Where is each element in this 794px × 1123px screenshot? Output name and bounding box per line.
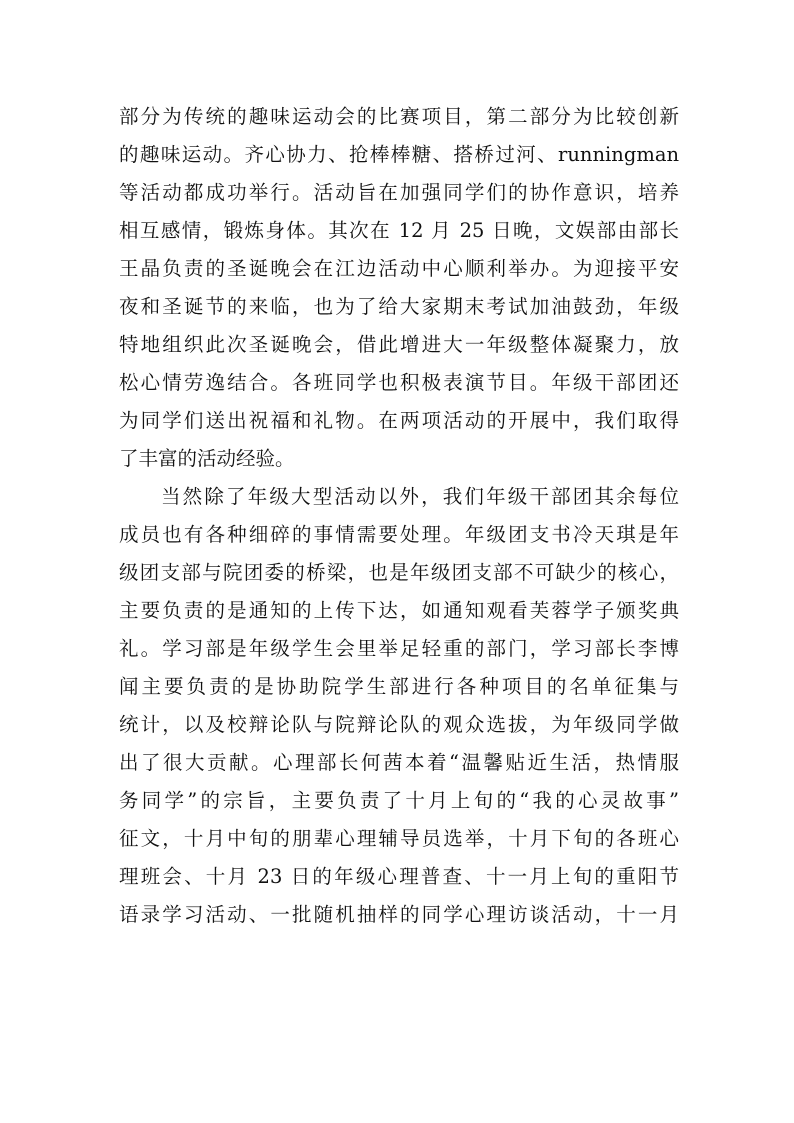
text-line: 理班会、十月 23 日的年级心理普查、十一月上旬的重阳节 — [119, 865, 679, 888]
text-line: 闻主要负责的是协助院学生部进行各种项目的名单征集与 — [119, 675, 679, 698]
paragraph-start-line: 当然除了年级大型活动以外，我们年级干部团其余每位 — [161, 485, 679, 508]
text-line: 征文，十月中旬的朋辈心理辅导员选举，十月下旬的各班心 — [119, 827, 679, 850]
text-line: 为同学们送出祝福和礼物。在两项活动的开展中，我们取得 — [119, 409, 679, 432]
body-text — [119, 98, 679, 934]
text-line: 主要负责的是通知的上传下达，如通知观看芙蓉学子颁奖典 — [119, 599, 679, 622]
text-line: 出了很大贡献。心理部长何茜本着“温馨贴近生活，热情服 — [119, 751, 679, 774]
text-line: 夜和圣诞节的来临，也为了给大家期末考试加油鼓劲，年级 — [119, 295, 679, 318]
text-line: 成员也有各种细碎的事情需要处理。年级团支书冷天琪是年 — [119, 523, 679, 546]
text-line: 相互感情，锻炼身体。其次在 12 月 25 日晚，文娱部由部长 — [119, 219, 679, 242]
text-line: 的趣味运动。齐心协力、抢棒棒糖、搭桥过河、runningman — [119, 143, 679, 166]
text-line: 了丰富的活动经验。 — [119, 447, 295, 470]
text-line: 语录学习活动、一批随机抽样的同学心理访谈活动，十一月 — [119, 903, 679, 926]
text-line: 统计，以及校辩论队与院辩论队的观众选拔，为年级同学做 — [119, 713, 679, 736]
text-line: 务同学”的宗旨，主要负责了十月上旬的“我的心灵故事” — [119, 789, 679, 812]
text-line: 礼。学习部是年级学生会里举足轻重的部门，学习部长李博 — [119, 637, 679, 660]
text-line: 特地组织此次圣诞晚会，借此增进大一年级整体凝聚力，放 — [119, 333, 679, 356]
text-line: 级团支部与院团委的桥梁，也是年级团支部不可缺少的核心， — [119, 561, 679, 584]
text-line: 松心情劳逸结合。各班同学也积极表演节目。年级干部团还 — [119, 371, 679, 394]
text-line: 等活动都成功举行。活动旨在加强同学们的协作意识，培养 — [119, 181, 679, 204]
text-line: 王晶负责的圣诞晚会在江边活动中心顺利举办。为迎接平安 — [119, 257, 679, 280]
text-line: 部分为传统的趣味运动会的比赛项目，第二部分为比较创新 — [119, 105, 679, 128]
